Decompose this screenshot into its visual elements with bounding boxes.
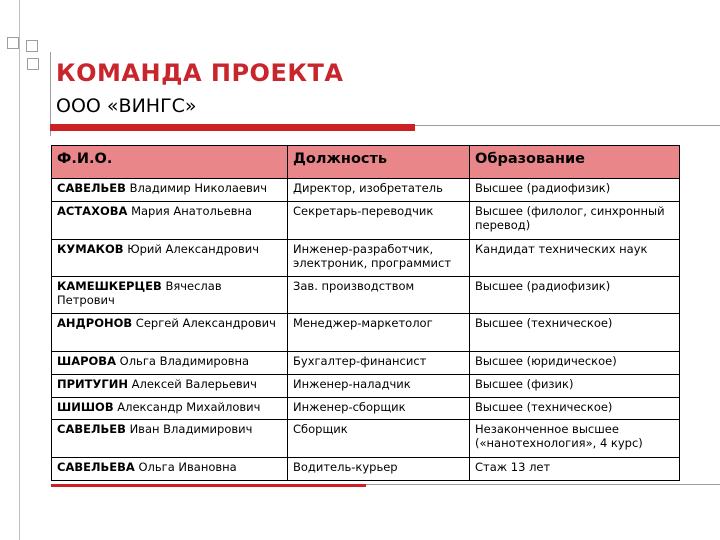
last-name: ПРИТУГИН	[57, 377, 128, 391]
first-name: Вячеслав Петрович	[57, 279, 222, 307]
table-row	[52, 458, 680, 481]
cell-education: Высшее (радиофизик)	[470, 277, 680, 314]
last-name: АНДРОНОВ	[57, 316, 133, 330]
cell-position: Зав. производством	[288, 277, 470, 314]
cell-position: Инженер-сборщик	[288, 398, 470, 420]
table-row	[52, 202, 680, 240]
table-row	[52, 420, 680, 458]
first-name: Ольга Ивановна	[138, 460, 237, 474]
cell-position: Менеджер-маркетолог	[288, 314, 470, 352]
cell-name	[52, 202, 288, 240]
first-name: Александр Михайлович	[117, 400, 261, 414]
first-name: Юрий Александрович	[127, 242, 259, 256]
table-row	[52, 375, 680, 398]
cell-position: Директор, изобретатель	[288, 179, 470, 202]
cell-name	[52, 179, 288, 202]
cell-name	[52, 314, 288, 352]
cell-name	[52, 352, 288, 375]
table-header-row	[52, 146, 680, 179]
table-row	[52, 398, 680, 420]
last-name: САВЕЛЬЕВА	[57, 460, 135, 474]
cell-name	[52, 398, 288, 420]
accent-bar	[50, 124, 415, 131]
cell-position: Бухгалтер-финансист	[288, 352, 470, 375]
cell-education: Высшее (техническое)	[470, 314, 680, 352]
first-name: Сергей Александрович	[135, 316, 276, 330]
table-row	[52, 277, 680, 314]
last-name: ШАРОВА	[57, 354, 116, 368]
cell-name	[52, 420, 288, 458]
first-name: Владимир Николаевич	[129, 181, 268, 195]
cell-education: Высшее (техническое)	[470, 398, 680, 420]
cell-position: Инженер-наладчик	[288, 375, 470, 398]
first-name: Иван Владимирович	[129, 422, 253, 436]
footer-accent-bar	[51, 484, 366, 487]
left-decor-bar	[0, 0, 20, 540]
last-name: КАМЕШКЕРЦЕВ	[57, 279, 162, 293]
cell-education: Высшее (юридическое)	[470, 352, 680, 375]
decor-square	[7, 37, 19, 49]
cell-education: Кандидат технических наук	[470, 240, 680, 277]
cell-name	[52, 240, 288, 277]
team-table	[51, 145, 680, 481]
first-name: Мария Анатольевна	[131, 204, 253, 218]
cell-position: Инженер-разработчик, электроник, программист	[288, 240, 470, 277]
header-name: Ф.И.О.	[52, 146, 288, 179]
cell-education: Высшее (физик)	[470, 375, 680, 398]
cell-position: Секретарь-переводчик	[288, 202, 470, 240]
table-row	[52, 240, 680, 277]
last-name: АСТАХОВА	[57, 204, 128, 218]
table-row	[52, 352, 680, 375]
cell-name	[52, 458, 288, 481]
slide-subtitle: ООО «ВИНГС»	[56, 95, 197, 117]
cell-education: Высшее (радиофизик)	[470, 179, 680, 202]
cell-position: Сборщик	[288, 420, 470, 458]
cell-education: Стаж 13 лет	[470, 458, 680, 481]
cell-position: Водитель-курьер	[288, 458, 470, 481]
first-name: Алексей Валерьевич	[131, 377, 257, 391]
cell-education: Незаконченное высшее («нанотехнология», 4 курс)	[470, 420, 680, 458]
last-name: САВЕЛЬЕВ	[57, 181, 126, 195]
slide-title: КОМАНДА ПРОЕКТА	[56, 59, 344, 87]
cell-education: Высшее (филолог, синхронный перевод)	[470, 202, 680, 240]
table-row	[52, 179, 680, 202]
cell-name	[52, 277, 288, 314]
last-name: КУМАКОВ	[57, 242, 124, 256]
cell-name	[52, 375, 288, 398]
last-name: САВЕЛЬЕВ	[57, 422, 126, 436]
first-name: Ольга Владимировна	[119, 354, 250, 368]
last-name: ШИШОВ	[57, 400, 114, 414]
decor-square	[26, 40, 38, 52]
header-position: Должность	[288, 146, 470, 179]
table-row	[52, 314, 680, 352]
header-education: Образование	[470, 146, 680, 179]
decor-square	[27, 58, 39, 70]
